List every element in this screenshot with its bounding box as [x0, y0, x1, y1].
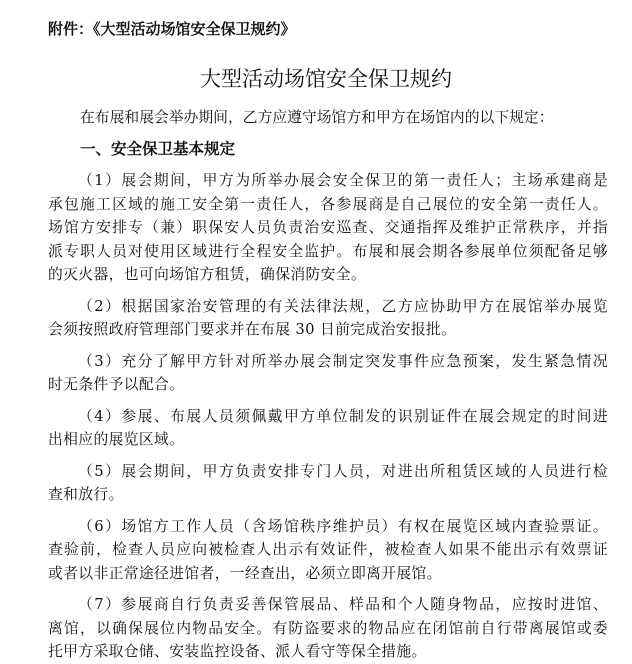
clause-line: 场馆方安排专（兼）职保安人员负责治安巡查、交通指挥及维护正常秩序，并指 — [48, 219, 608, 236]
attachment-label: 附件：《大型活动场馆安全保卫规约》 — [48, 20, 296, 38]
clause-line: 查和放行。 — [48, 486, 124, 503]
clause-line: （7）参展商自行负责妥善保管展品、样品和个人随身物品，应按时进馆、 — [78, 596, 608, 613]
clause-line: 出相应的展览区域。 — [48, 431, 185, 448]
clause-paragraph-1 — [48, 169, 608, 287]
document-title: 大型活动场馆安全保卫规约 — [200, 67, 452, 91]
clause-line: （4）参展、布展人员须佩戴甲方单位制发的识别证件在展会规定的时间进 — [78, 407, 608, 425]
clause-list — [48, 169, 608, 664]
clause-paragraph-6 — [48, 515, 608, 586]
clause-paragraph-3 — [48, 350, 608, 397]
clause-line: （5）展会期间，甲方负责安排专门人员，对进出所租赁区域的人员进行检 — [78, 462, 608, 480]
clause-line: （1）展会期间，甲方为所举办展会安全保卫的第一责任人；主场承建商是 — [78, 172, 608, 189]
clause-line: 或者以非正常途径进馆者，一经查出，必须立即离开展馆。 — [48, 564, 442, 582]
clause-line: （2）根据国家治安管理的有关法律法规，乙方应协助甲方在展馆举办展览 — [78, 297, 608, 315]
clause-line: （3）充分了解甲方针对所举办展会制定突发事件应急预案，发生紧急情况 — [78, 352, 608, 370]
clause-line: 承包施工区域的施工安全第一责任人，各参展商是自己展位的安全第一责任人。 — [48, 195, 608, 213]
intro-paragraph: 在布展和展会举办期间，乙方应遵守场馆方和甲方在场馆内的以下规定： — [80, 109, 554, 126]
clause-paragraph-5 — [48, 460, 608, 507]
clause-line: 时无条件予以配合。 — [48, 376, 185, 393]
clause-line: 离馆，以确保展位内物品安全。有防盗要求的物品应在闭馆前自行带离展馆或委 — [48, 619, 608, 637]
clause-line: 的灭火器，也可向场馆方租赁，确保消防安全。 — [48, 266, 367, 283]
clause-line: 查验前，检查人员应向被检查人出示有效证件，被检查人如果不能出示有效票证 — [48, 541, 608, 558]
clause-paragraph-2 — [48, 295, 608, 342]
clause-line: 托甲方采取仓储、安装监控设备、派人看守等保全措施。 — [48, 643, 427, 660]
clause-line: 会须按照政府管理部门要求并在布展 30 日前完成治安报批。 — [48, 321, 457, 338]
clause-line: 派专职人员对使用区域进行全程安全监护。布展和展会期各参展单位须配备足够 — [48, 242, 608, 260]
clause-line: （6）场馆方工作人员（含场馆秩序维护员）有权在展览区域内查验票证。 — [78, 517, 608, 535]
clause-paragraph-7 — [48, 593, 608, 664]
clause-paragraph-4 — [48, 405, 608, 452]
section-heading: 一、安全保卫基本规定 — [80, 140, 236, 158]
